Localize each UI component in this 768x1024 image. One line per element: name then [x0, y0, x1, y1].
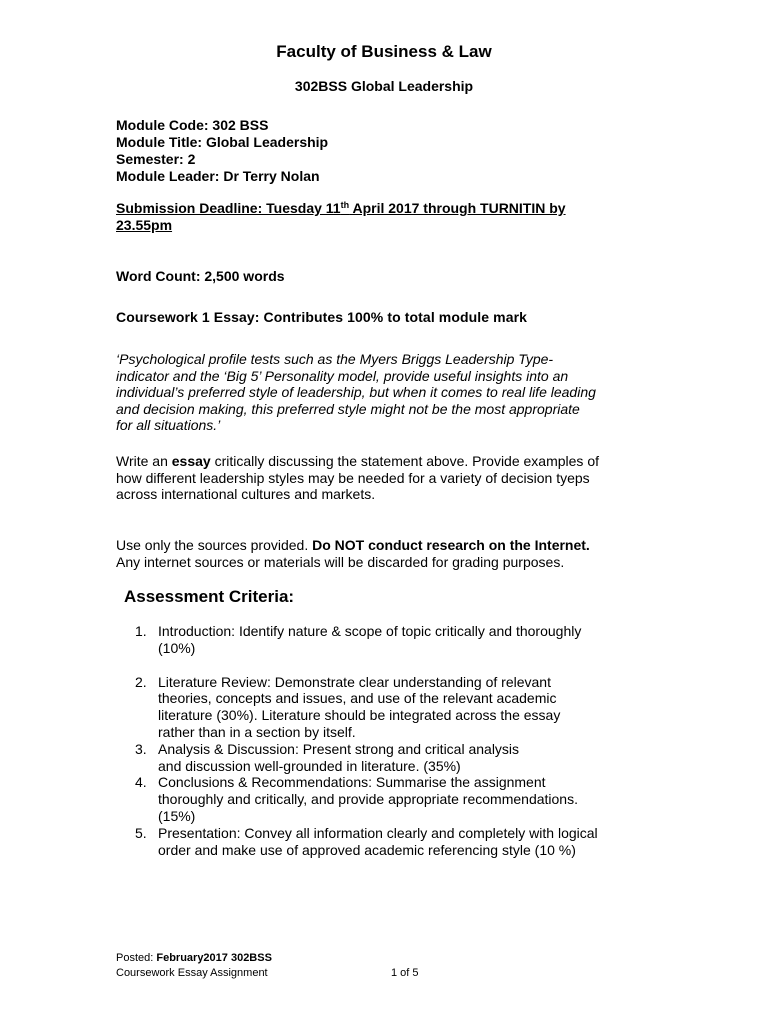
- essay-task: [116, 453, 599, 503]
- deadline-prefix: Submission Deadline: Tuesday 11: [116, 200, 341, 216]
- sources-note: [116, 537, 590, 570]
- criteria-line: Literature Review: Demonstrate clear understanding of relevant: [158, 673, 551, 690]
- quote-line: ‘Psychological profile tests such as the Myers Briggs Leadership Type-: [116, 351, 554, 367]
- sources-line: Any internet sources or materials will be discarded for grading purposes.: [116, 553, 565, 570]
- deadline-superscript: th: [340, 200, 350, 210]
- criteria-line: (10%): [158, 639, 196, 656]
- deadline-time: 23.55pm: [116, 217, 173, 233]
- criteria-line: rather than in a section by itself.: [158, 723, 356, 740]
- page-title: Faculty of Business & Law: [276, 42, 492, 61]
- footer-doc-name: Coursework Essay Assignment: [116, 967, 268, 979]
- criteria-number: 2.: [135, 673, 147, 690]
- criteria-line: theories, concepts and issues, and use of the relevant academic: [158, 690, 557, 707]
- module-heading: 302BSS Global Leadership: [294, 78, 474, 94]
- criteria-item: [116, 623, 598, 657]
- coursework-weight: Coursework 1 Essay: Contributes 100% to total module mark: [116, 309, 528, 325]
- criteria-item: [116, 741, 598, 775]
- task-line: across international cultures and markets.: [116, 486, 376, 503]
- module-leader: Module Leader: Dr Terry Nolan: [116, 168, 320, 184]
- criteria-number: 3.: [135, 740, 147, 757]
- criteria-number: 4.: [135, 774, 147, 791]
- footer-posted: [116, 952, 272, 964]
- deadline-suffix: April 2017 through TURNITIN by: [349, 200, 566, 216]
- quote-line: indicator and the ‘Big 5’ Personality model, provide useful insights into an: [116, 367, 569, 384]
- task-text: critically discussing the statement above. Provide examples of: [210, 453, 599, 469]
- sources-warning: Do NOT conduct research on the Internet.: [312, 537, 590, 553]
- criteria-list: [116, 623, 598, 858]
- criteria-heading: Assessment Criteria:: [124, 587, 295, 606]
- criteria-line: Introduction: Identify nature & scope of topic critically and thoroughly: [158, 623, 582, 639]
- task-text: Write an: [116, 453, 172, 469]
- quote-line: for all situations.’: [116, 417, 221, 434]
- criteria-line: (15%): [158, 807, 196, 824]
- word-count: Word Count: 2,500 words: [116, 268, 285, 284]
- criteria-line: order and make use of approved academic referencing style (10 %): [158, 841, 576, 858]
- sources-text: Use only the sources provided.: [116, 537, 313, 553]
- criteria-number: 5.: [135, 824, 147, 841]
- posted-label: Posted:: [116, 952, 157, 964]
- criteria-line: thoroughly and critically, and provide appropriate recommendations.: [158, 791, 578, 808]
- criteria-line: literature (30%). Literature should be integrated across the essay: [158, 707, 561, 724]
- module-code: Module Code: 302 BSS: [116, 117, 269, 133]
- page-number: 1 of 5: [391, 967, 419, 979]
- criteria-line: Conclusions & Recommendations: Summarise the assignment: [158, 774, 546, 791]
- criteria-line: Presentation: Convey all information clearly and completely with logical: [158, 824, 598, 841]
- posted-value: February2017 302BSS: [156, 952, 272, 964]
- semester: Semester: 2: [116, 151, 196, 167]
- task-line: how different leadership styles may be needed for a variety of decision tyeps: [116, 469, 590, 486]
- module-info: [116, 117, 328, 185]
- criteria-item: [116, 774, 598, 824]
- criteria-number: 1.: [135, 623, 147, 639]
- essay-quote: [116, 351, 596, 434]
- task-emphasis: essay: [171, 453, 211, 469]
- submission-deadline: [116, 200, 566, 234]
- criteria-item: [116, 825, 598, 859]
- module-title: Module Title: Global Leadership: [116, 134, 329, 150]
- quote-line: individual’s preferred style of leadership, but when it comes to real life leading: [116, 384, 596, 401]
- criteria-item: [116, 674, 598, 741]
- quote-line: and decision making, this preferred style might not be the most appropriate: [116, 400, 580, 417]
- criteria-line: Analysis & Discussion: Present strong and critical analysis: [158, 740, 520, 757]
- criteria-line: and discussion well-grounded in literature. (35%): [158, 757, 461, 774]
